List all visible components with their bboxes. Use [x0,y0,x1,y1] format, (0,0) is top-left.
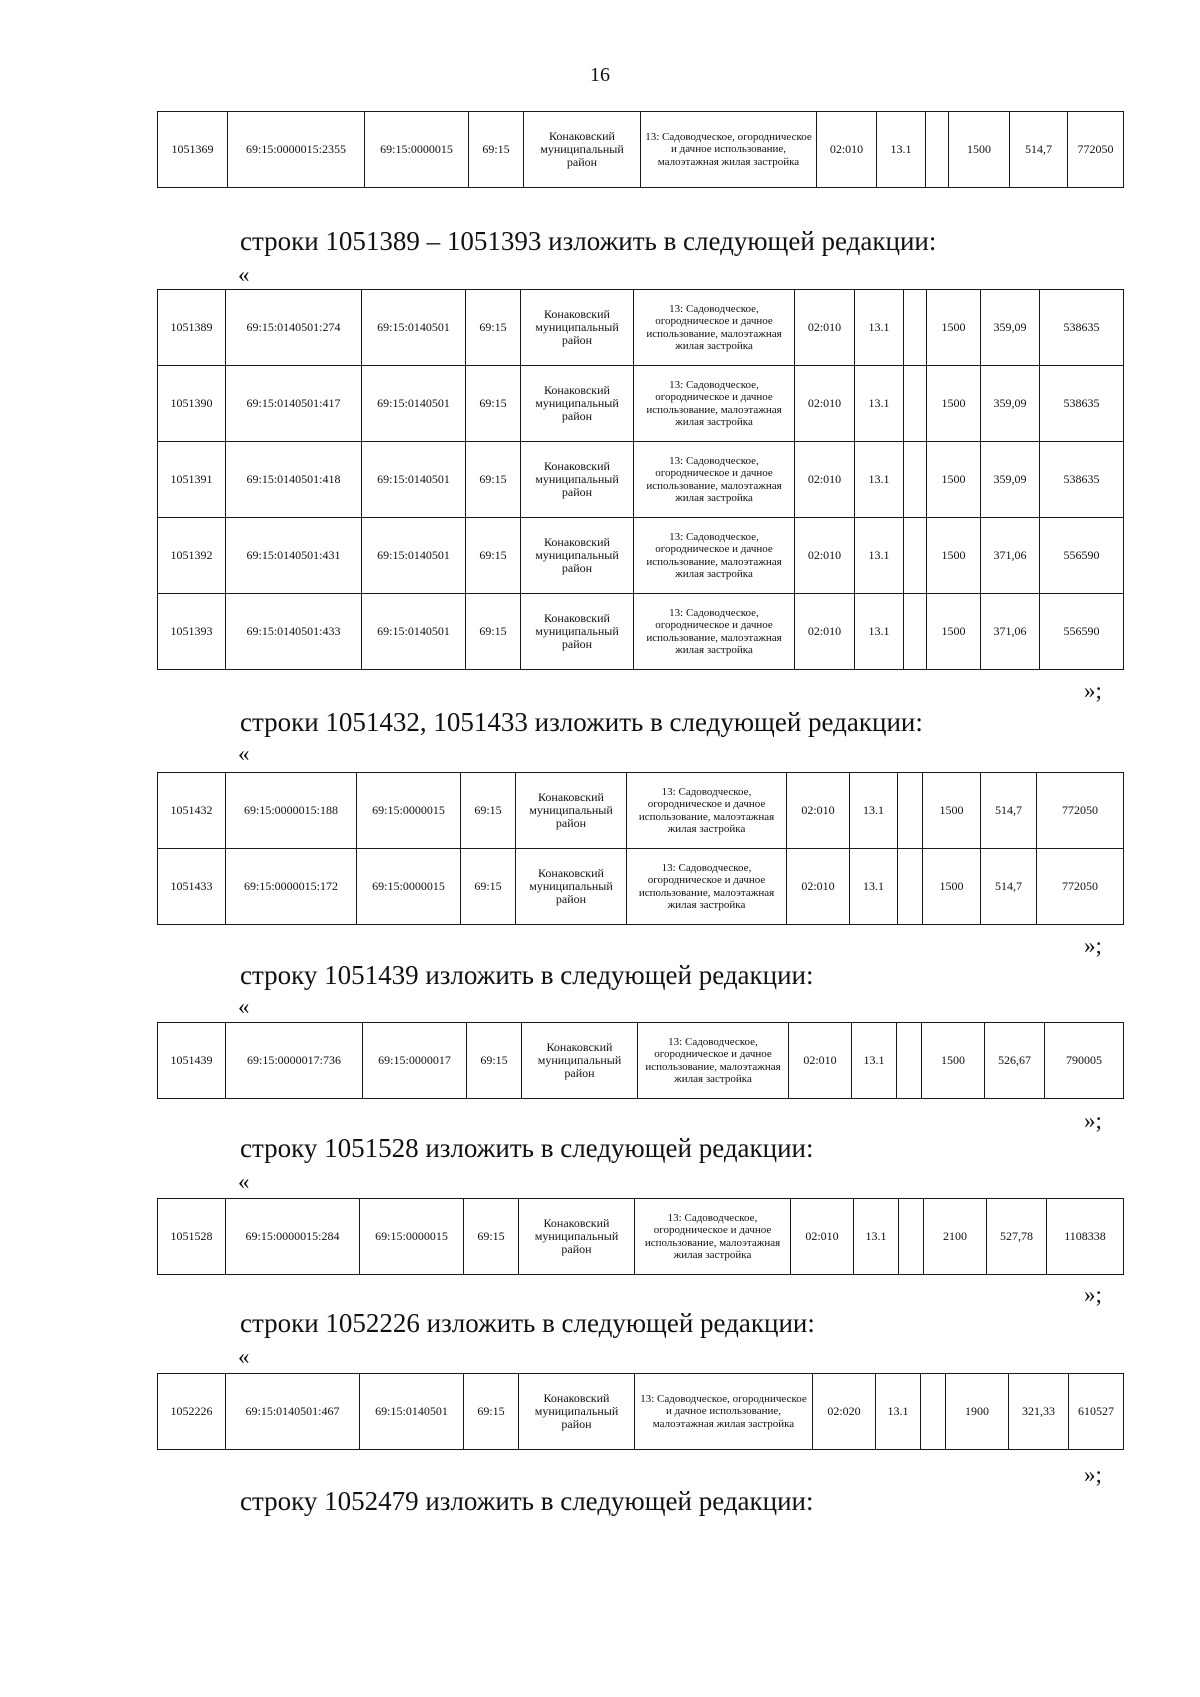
cadastral-quarter: 69:15:0140501 [362,442,466,518]
empty-cell [898,849,923,925]
specific-value: 359,09 [981,366,1040,442]
closing-quote: »; [1084,678,1102,703]
district-name: Конаковский муниципальный район [521,290,634,366]
segment-code: 13.1 [855,518,904,594]
area-value: 1500 [927,518,981,594]
cadastral-number: 69:15:0140501:433 [226,594,362,670]
cadastral-table [157,111,1124,188]
area-value: 1500 [949,112,1010,188]
table-row [158,849,1124,925]
segment-code: 13.1 [876,1374,921,1450]
cadastral-value: 556590 [1040,518,1124,594]
cadastral-quarter: 69:15:0000015 [360,1199,464,1275]
cadastral-region: 69:15 [461,773,516,849]
empty-cell [904,290,927,366]
cadastral-number: 69:15:0140501:274 [226,290,362,366]
land-use-purpose: 13: Садоводческое, огородническое и дачное использование, малоэтажная жилая застройка [634,518,795,594]
cadastral-quarter: 69:15:0140501 [362,518,466,594]
page-number: 16 [590,64,610,86]
area-value: 1500 [923,773,981,849]
table-row [158,442,1124,518]
specific-value: 359,09 [981,290,1040,366]
cadastral-table [157,1022,1124,1099]
district-name: Конаковский муниципальный район [521,518,634,594]
specific-value: 359,09 [981,442,1040,518]
cadastral-region: 69:15 [466,518,521,594]
table-row [158,112,1124,188]
area-value: 1500 [927,594,981,670]
cadastral-value: 556590 [1040,594,1124,670]
empty-cell [904,518,927,594]
area-value: 1500 [927,442,981,518]
closing-quote: »; [1084,933,1102,958]
instruction-text: строку 1051528 изложить в следующей редакции: [240,1133,814,1163]
cadastral-region: 69:15 [464,1199,519,1275]
cadastral-value: 772050 [1068,112,1124,188]
cadastral-number: 69:15:0000015:188 [226,773,357,849]
land-use-purpose: 13: Садоводческое, огородническое и дачное использование, малоэтажная жилая застройка [627,773,787,849]
cadastral-value: 610527 [1069,1374,1124,1450]
row-number: 1051528 [158,1199,226,1275]
segment-code: 13.1 [855,290,904,366]
group-code: 02:010 [787,773,850,849]
table-row [158,366,1124,442]
cadastral-region: 69:15 [466,290,521,366]
specific-value: 526,67 [985,1023,1045,1099]
cadastral-quarter: 69:15:0140501 [360,1374,464,1450]
cadastral-number: 69:15:0140501:417 [226,366,362,442]
segment-code: 13.1 [850,849,898,925]
cadastral-quarter: 69:15:0140501 [362,594,466,670]
instruction-text: строки 1052226 изложить в следующей редакции: [240,1308,815,1338]
cadastral-region: 69:15 [466,366,521,442]
cadastral-table [157,772,1124,925]
land-use-purpose: 13: Садоводческое, огородническое и дачное использование, малоэтажная жилая застройка [634,442,795,518]
area-value: 1500 [927,366,981,442]
table-row [158,773,1124,849]
table-row [158,290,1124,366]
row-number: 1051369 [158,112,228,188]
specific-value: 514,7 [1010,112,1068,188]
group-code: 02:020 [813,1374,876,1450]
cadastral-number: 69:15:0140501:418 [226,442,362,518]
table-row [158,1199,1124,1275]
cadastral-quarter: 69:15:0000015 [357,849,461,925]
instruction-text: строку 1051439 изложить в следующей редакции: [240,960,814,990]
cadastral-quarter: 69:15:0000015 [365,112,469,188]
district-name: Конаковский муниципальный район [516,773,627,849]
cadastral-number: 69:15:0000015:172 [226,849,357,925]
cadastral-quarter: 69:15:0140501 [362,366,466,442]
group-code: 02:010 [789,1023,852,1099]
segment-code: 13.1 [855,442,904,518]
row-number: 1051392 [158,518,226,594]
group-code: 02:010 [791,1199,854,1275]
district-name: Конаковский муниципальный район [521,594,634,670]
empty-cell [898,773,923,849]
row-number: 1051389 [158,290,226,366]
segment-code: 13.1 [855,366,904,442]
segment-code: 13.1 [854,1199,899,1275]
segment-code: 13.1 [877,112,926,188]
group-code: 02:010 [795,366,855,442]
cadastral-value: 790005 [1045,1023,1124,1099]
cadastral-value: 772050 [1037,849,1124,925]
group-code: 02:010 [787,849,850,925]
cadastral-quarter: 69:15:0140501 [362,290,466,366]
cadastral-quarter: 69:15:0000015 [357,773,461,849]
district-name: Конаковский муниципальный район [521,442,634,518]
specific-value: 527,78 [987,1199,1047,1275]
cadastral-table [157,289,1124,670]
empty-cell [904,442,927,518]
cadastral-table [157,1198,1124,1275]
row-number: 1051432 [158,773,226,849]
specific-value: 514,7 [981,773,1037,849]
cadastral-number: 69:15:0000017:736 [226,1023,363,1099]
cadastral-number: 69:15:0140501:431 [226,518,362,594]
opening-quote: « [238,741,250,766]
empty-cell [899,1199,924,1275]
table-row [158,1374,1124,1450]
cadastral-region: 69:15 [466,442,521,518]
empty-cell [921,1374,946,1450]
cadastral-region: 69:15 [464,1374,519,1450]
empty-cell [897,1023,922,1099]
district-name: Конаковский муниципальный район [519,1199,635,1275]
cadastral-quarter: 69:15:0000017 [363,1023,467,1099]
land-use-purpose: 13: Садоводческое, огородническое и дачное использование, малоэтажная жилая застройка [634,594,795,670]
cadastral-region: 69:15 [467,1023,522,1099]
opening-quote: « [238,1169,250,1194]
district-name: Конаковский муниципальный район [516,849,627,925]
row-number: 1051390 [158,366,226,442]
segment-code: 13.1 [850,773,898,849]
land-use-purpose: 13: Садоводческое, огородническое и дачное использование, малоэтажная жилая застройка [635,1199,791,1275]
cadastral-number: 69:15:0000015:284 [226,1199,360,1275]
cadastral-region: 69:15 [469,112,524,188]
empty-cell [904,594,927,670]
land-use-purpose: 13: Садоводческое, огородническое и дачное использование, малоэтажная жилая застройка [634,290,795,366]
segment-code: 13.1 [852,1023,897,1099]
area-value: 1500 [922,1023,985,1099]
specific-value: 514,7 [981,849,1037,925]
table-row [158,1023,1124,1099]
group-code: 02:010 [795,594,855,670]
group-code: 02:010 [795,290,855,366]
land-use-purpose: 13: Садоводческое, огородническое и дачное использование, малоэтажная жилая застройка [634,366,795,442]
row-number: 1052226 [158,1374,226,1450]
instruction-text: строки 1051389 – 1051393 изложить в следующей редакции: [240,226,937,256]
instruction-text: строки 1051432, 1051433 изложить в следующей редакции: [240,707,923,737]
segment-code: 13.1 [855,594,904,670]
cadastral-value: 538635 [1040,442,1124,518]
row-number: 1051433 [158,849,226,925]
empty-cell [904,366,927,442]
district-name: Конаковский муниципальный район [521,366,634,442]
area-value: 2100 [924,1199,987,1275]
land-use-purpose: 13: Садоводческое, огородническое и дачное использование, малоэтажная жилая застройка [641,112,817,188]
group-code: 02:010 [817,112,877,188]
cadastral-number: 69:15:0140501:467 [226,1374,360,1450]
cadastral-region: 69:15 [466,594,521,670]
opening-quote: « [238,994,250,1019]
district-name: Конаковский муниципальный район [519,1374,635,1450]
row-number: 1051391 [158,442,226,518]
cadastral-value: 538635 [1040,290,1124,366]
land-use-purpose: 13: Садоводческое, огородническое и дачное использование, малоэтажная жилая застройка [635,1374,813,1450]
district-name: Конаковский муниципальный район [522,1023,638,1099]
closing-quote: »; [1084,1282,1102,1307]
opening-quote: « [238,1344,250,1369]
land-use-purpose: 13: Садоводческое, огородническое и дачное использование, малоэтажная жилая застройка [638,1023,789,1099]
cadastral-value: 772050 [1037,773,1124,849]
empty-cell [926,112,949,188]
land-use-purpose: 13: Садоводческое, огородническое и дачное использование, малоэтажная жилая застройка [627,849,787,925]
closing-quote: »; [1084,1108,1102,1133]
area-value: 1500 [927,290,981,366]
cadastral-number: 69:15:0000015:2355 [228,112,365,188]
table-row [158,518,1124,594]
area-value: 1500 [923,849,981,925]
specific-value: 371,06 [981,518,1040,594]
cadastral-value: 538635 [1040,366,1124,442]
cadastral-region: 69:15 [461,849,516,925]
instruction-text: строку 1052479 изложить в следующей редакции: [240,1486,814,1516]
district-name: Конаковский муниципальный район [524,112,641,188]
closing-quote: »; [1084,1462,1102,1487]
group-code: 02:010 [795,518,855,594]
row-number: 1051439 [158,1023,226,1099]
row-number: 1051393 [158,594,226,670]
specific-value: 371,06 [981,594,1040,670]
opening-quote: « [238,262,250,287]
table-row [158,594,1124,670]
group-code: 02:010 [795,442,855,518]
area-value: 1900 [946,1374,1009,1450]
cadastral-value: 1108338 [1047,1199,1124,1275]
cadastral-table [157,1373,1124,1450]
specific-value: 321,33 [1009,1374,1069,1450]
